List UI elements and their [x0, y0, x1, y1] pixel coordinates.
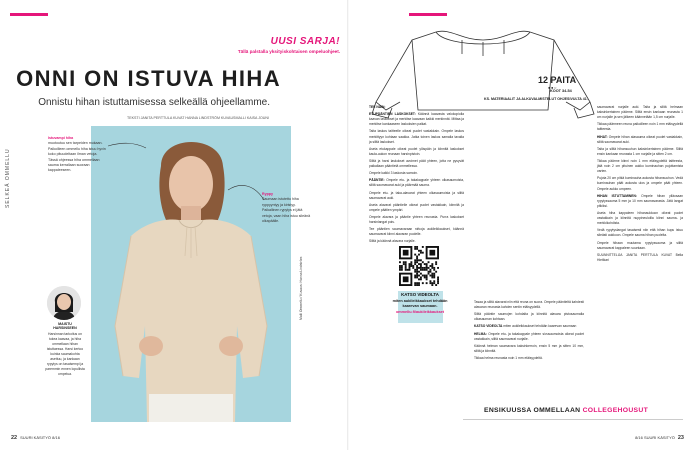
instruction-text: Ompele kaikki 3 laskosta samoin.: [369, 171, 418, 176]
instruction-text: Ompele etu- ja takakappale yhteen olkasaumoista, silitä saumavarat auki ja päärmää sauma.: [369, 178, 464, 188]
pattern-size-label: 12 PAITA: [538, 75, 577, 85]
qr-code[interactable]: [399, 246, 439, 286]
qr-module: [416, 276, 418, 278]
instruction-paragraph: [597, 147, 683, 157]
annotation-left: [48, 136, 108, 174]
qr-module: [416, 282, 418, 284]
instruction-paragraph: [597, 211, 683, 226]
qr-module: [422, 246, 424, 248]
instruction-paragraph: [369, 203, 464, 213]
qr-module: [424, 267, 426, 269]
folio-left-text: SUURI KÄSITYÖ 8/16: [20, 435, 60, 440]
qr-module: [420, 273, 422, 275]
qr-module: [405, 267, 407, 269]
qr-module: [414, 284, 416, 286]
qr-module: [433, 273, 435, 275]
instruction-text: Vedä rypytyslangat tasaisesti niin että hihan kupu istuu sileästi aukkoon. Ompele sauma hihan puolelta.: [597, 228, 683, 238]
headline: ONNI ON ISTUVA HIHA: [16, 66, 281, 91]
qr-module: [433, 267, 435, 269]
qr-module: [420, 263, 422, 265]
instruction-paragraph: [474, 324, 584, 329]
qr-module: [431, 276, 433, 278]
instruction-text: Pujota 20 cm pitkä kuminauha aukosta hihansuuhun. Vedä kuminauhan päät aukosta ulos ja ompele päät yhteen. Ompele aukko umpeen.: [597, 176, 683, 191]
instruction-paragraph: [369, 159, 464, 169]
qr-module: [405, 263, 407, 265]
qr-module: [405, 261, 407, 263]
qr-module: [428, 267, 430, 269]
qr-module: [437, 282, 439, 284]
qr-module: [428, 261, 430, 263]
qr-module: [429, 280, 431, 282]
qr-module: [424, 276, 426, 278]
qr-module: [426, 278, 428, 280]
instruction-text: Tee pääntien saumavaraan nirkoja aukileikkaukset, käännä saumavarat kiinni alavaran puolelle.: [369, 227, 464, 237]
qr-module: [433, 280, 435, 282]
instruction-heading: HIHAT:: [597, 134, 609, 139]
qr-module: [435, 271, 437, 273]
qr-module: [414, 248, 416, 250]
dek: Onnistu hihan istuttamisessa selkeällä ohjeellamme.: [38, 97, 270, 108]
instruction-paragraph: [597, 176, 683, 191]
qr-module: [418, 275, 420, 277]
qr-module: [431, 273, 433, 275]
folio-left: [11, 435, 60, 441]
qr-module: [429, 269, 431, 271]
instruction-text: Silitä ja käännä alavara nurjalle.: [369, 239, 416, 244]
qr-module: [416, 261, 418, 263]
qr-module: [424, 269, 426, 271]
annotation-left-text: muotoutuu sen tarpeiden mukaan. Paikoilleen ommellu hiha istuu hyvin koko pituudeltaan ilman vetoja. Tässä ohjeessa hiha ommellaan sauma kerrallaan suoraan kappaleeseen.: [48, 141, 106, 173]
instruction-text: Käännä kaavasta valokopiolla kaavan laskokset ja merkitse kaavaan kaikki merkinnät. Mittaa ja merkitse kankaaseen laskoksien paikat.: [369, 112, 464, 127]
qr-module: [418, 282, 420, 284]
instruction-text: Taita laskos taitteelle oikeat puolet vastakkain. Ompele laskos merkittyyn kohtaan saakka. Jatka toinen laskos samalla tavalla ja silitä laskokset.: [369, 129, 464, 144]
qr-module: [399, 261, 401, 263]
instruction-paragraph: [474, 344, 584, 354]
instruction-text: Taita ja silitä hihansuuhun kaksinkertainen päärme. Silitä ensin kankaan reunasta 1 cm nurjalle ja sitten 2 cm.: [597, 146, 683, 156]
next-issue-prefix: ENSIKUUSSA OMMELLAAN: [484, 407, 581, 414]
qr-module: [435, 263, 437, 265]
qr-module: [437, 280, 439, 282]
qr-module: [420, 269, 422, 271]
instruction-paragraph: [474, 312, 584, 322]
qr-module: [420, 276, 422, 278]
author-avatar: [47, 286, 81, 320]
folio-right-number: 23: [677, 435, 684, 441]
qr-module: [410, 265, 412, 267]
instruction-paragraph: [369, 178, 464, 188]
qr-module: [416, 273, 418, 275]
qr-module: [422, 267, 424, 269]
author-text: Harsinnan tarkoitus on tukea kaavaa, ja hiha ommellaan hihan istuttaessa. Harsi kertoo kuinka saumakohta asettuu, ja kankaan rypytys on tasaisempi ja paremmin ennen lopullista ompelua.: [45, 332, 85, 376]
instruction-paragraph: [597, 241, 683, 251]
qr-module: [426, 265, 428, 267]
qr-module: [433, 269, 435, 271]
annotation-left-arrow: [108, 140, 148, 154]
instruction-paragraph: [369, 147, 464, 157]
qr-module: [405, 265, 407, 267]
qr-module: [437, 267, 439, 269]
qr-module: [414, 259, 416, 261]
kicker-sub: Tällä palstalla yksityiskohtaisen ompeluohjeet.: [237, 49, 340, 54]
instruction-text: Tikkaa päärme kiinni noin 1 mm etäisyydeltä taitteesta, jätä noin 2 cm pituinen aukko kuminauhan pujottamista varten.: [597, 158, 683, 174]
instructions-column-3: [597, 105, 683, 265]
qr-module: [403, 261, 405, 263]
qr-module: [401, 269, 403, 271]
qr-module: [422, 252, 424, 254]
qr-module: [429, 265, 431, 267]
instruction-paragraph: [369, 215, 464, 225]
folio-right: [635, 435, 684, 441]
instruction-paragraph: [369, 227, 464, 237]
accent-rule-left: [10, 13, 48, 16]
qr-module: [426, 275, 428, 277]
section-label: SELKEÄ OMMELLU: [5, 148, 11, 208]
qr-module: [429, 282, 431, 284]
qr-module: [416, 259, 418, 261]
instruction-paragraph: [369, 171, 464, 176]
qr-module: [403, 250, 409, 256]
next-issue-teaser: [484, 407, 648, 414]
model-photo: [91, 126, 291, 422]
instruction-heading: TEE NÄIN:: [369, 105, 386, 109]
avatar-portrait: [47, 286, 81, 320]
instruction-text: Aseta alavarat pääntielle oikeat puolet vastakkain, kiinnitä ja ompele päätien ympäri.: [369, 202, 464, 212]
qr-module: [429, 250, 435, 256]
qr-module: [426, 276, 428, 278]
instruction-heading: ETUPÄÄNTIEN LASKOKSET:: [369, 112, 418, 117]
difficulty-dots: ●●○: [548, 85, 558, 90]
instruction-paragraph: [369, 129, 464, 144]
author-name: MAISTU HARSINSEEN: [53, 322, 77, 330]
qr-module: [414, 282, 416, 284]
model-illustration: [91, 126, 291, 422]
qr-module: [414, 271, 416, 273]
materials-note: KS. MATERIAALIT JA ALKUVALMISTELUT OHJESIVULTA 41.: [484, 97, 588, 101]
instruction-paragraph: [597, 135, 683, 145]
qr-module: [424, 263, 426, 265]
qr-module: [431, 263, 433, 265]
qr-module: [422, 269, 424, 271]
qr-module: [418, 259, 420, 261]
instruction-text: Ompele hihan alasauma oikeat puolet vastakkain, silitä saumavarat auki.: [597, 134, 683, 144]
qr-module: [414, 261, 416, 263]
qr-module: [420, 278, 422, 280]
qr-module: [418, 271, 420, 273]
instruction-text: Ompele hihan ylläosaan rypytyssauma 5 mm ja 10 mm saumavarasta. Jätä langat pitkiksi.: [597, 193, 684, 208]
qr-module: [416, 284, 418, 286]
qr-module: [416, 248, 418, 250]
qr-module: [414, 254, 416, 256]
instruction-text: Tikkaa päärmeen reuna paikoilleen noin 1 mm etäisyydellä taitteesta.: [597, 122, 683, 132]
instruction-text: SUUNNITTELIJA JANITA PERTTULA KUVAT Bella Hietikari: [597, 252, 683, 262]
qr-module: [420, 259, 422, 261]
qr-module: [410, 263, 412, 265]
instruction-text: Silitä pääntie saumojen kohdalta ja kiinnitä alavara pistosaumalla olkasauman kohtaan.: [474, 312, 584, 322]
qr-module: [416, 267, 418, 269]
qr-module: [422, 261, 424, 263]
qr-module: [418, 284, 420, 286]
instruction-heading: KATSO VIDEOLTA: [474, 324, 504, 329]
instruction-paragraph: [474, 332, 584, 342]
video-callout-text: miten aukileikkaukset tehdään kaarevan saumaan.: [392, 298, 448, 309]
qr-module: [409, 263, 411, 265]
qr-module: [437, 278, 439, 280]
instruction-text: Ompele etu- ja takakappale yhteen sivusaumoista oikeat puolet vastakkain, silitä saumavarat nurjalle.: [474, 331, 584, 341]
qr-module: [426, 269, 428, 271]
qr-module: [420, 265, 422, 267]
video-callout-link[interactable]: ommellu.fi/aukileikkaukset: [395, 309, 445, 314]
page-gutter: [347, 0, 349, 450]
qr-module: [414, 263, 416, 265]
instruction-heading: PÄÄNTIE:: [369, 178, 387, 183]
instruction-paragraph: [474, 356, 584, 361]
annotation-right-text: Saumaan istutettu hiha ryppyyntyy ja kiristyy. Paikallinen rypytys ei jätä vetoja, vaan hiha istuu sileänä olkapäälle.: [262, 197, 311, 223]
qr-module: [426, 282, 428, 284]
qr-module: [431, 275, 433, 277]
qr-module: [403, 263, 405, 265]
instructions-column-1: [369, 105, 464, 247]
instruction-paragraph: [369, 105, 464, 110]
qr-module: [424, 275, 426, 277]
qr-module: [437, 276, 439, 278]
qr-module: [422, 275, 424, 277]
qr-module: [420, 252, 422, 254]
instruction-paragraph: [597, 253, 683, 263]
qr-module: [416, 257, 418, 259]
qr-module: [428, 273, 430, 275]
qr-module: [414, 276, 416, 278]
qr-module: [429, 271, 431, 273]
qr-module: [412, 267, 414, 269]
instruction-paragraph: [597, 194, 683, 209]
instruction-text: Ompele alavara ja pääntie yhteen reunasta. Purra laskokset harsinlangat pois.: [369, 214, 464, 225]
qr-module: [431, 267, 433, 269]
qr-module: [414, 246, 416, 248]
qr-module: [405, 269, 407, 271]
qr-module: [399, 269, 401, 271]
qr-module: [412, 265, 414, 267]
qr-module: [407, 269, 409, 271]
instruction-paragraph: [597, 105, 683, 120]
instruction-paragraph: [369, 239, 464, 244]
qr-module: [426, 267, 428, 269]
qr-module: [428, 271, 430, 273]
instruction-paragraph: [597, 159, 683, 174]
qr-module: [433, 275, 435, 277]
instruction-paragraph: [369, 191, 464, 201]
qr-module: [418, 278, 420, 280]
instruction-text: Ompele hihaan muutama rypytyssauma ja silitä saumavarat kappaleen suuntaan.: [597, 240, 683, 250]
pattern-sizes: KOOT 34-54: [550, 89, 572, 93]
qr-module: [410, 261, 412, 263]
accent-rule-right: [409, 13, 447, 16]
instruction-heading: HIHAN ISTUTTAMINEN:: [597, 193, 642, 198]
qr-module: [409, 267, 411, 269]
instruction-text: saumavarat nurjalle auki. Taita ja silitä helmaan kaksinkertainen päärme. Silitä ensin kankaan reunasta 1 cm nurjalle ja sen jälkeen käännetään 1,5 cm nurjalle.: [597, 105, 683, 120]
qr-module: [409, 269, 411, 271]
instructions-column-2: [474, 300, 584, 363]
qr-module: [426, 263, 428, 265]
next-issue-highlight: COLLEGEHOUSUT: [582, 407, 649, 414]
qr-module: [414, 275, 416, 277]
qr-module: [418, 263, 420, 265]
qr-module: [416, 256, 418, 258]
annotation-right-title: Ryppy: [262, 192, 273, 196]
instruction-text: Tikkaa helma reunasta noin 1 mm etäisyydeltä.: [474, 355, 543, 360]
photo-credit: Malli Ommellu / Kuvaus: Hanna Lindström: [299, 256, 303, 320]
instruction-text: Aseta hiha kappaleen hihanaukkoon oikeat puolet vastakkain ja kiinnitä nuppineuloilla kiinni sauma- ja merkkikohdista.: [597, 210, 683, 226]
qr-module: [418, 254, 420, 256]
annotation-right-arrow: [226, 180, 266, 204]
qr-module: [433, 276, 435, 278]
next-issue-rule: [463, 419, 683, 420]
qr-module: [431, 265, 433, 267]
qr-module: [403, 276, 409, 282]
annotation-right: [262, 192, 312, 224]
qr-module: [433, 282, 435, 284]
instruction-text: Aseta etukappale oikeat puolet ylöspäin ja kiinnitä laskokset kaula-aukon reunaan harsinpistoin.: [369, 146, 464, 156]
instruction-paragraph: [597, 122, 683, 132]
instruction-text: Käännä helman saumavara kaksinkerroin, ensin 5 mm ja sitten 10 mm, silitä ja kiinnitä.: [474, 343, 584, 353]
instruction-text: Ompele etu- ja taka-alavarat yhteen olkasaumoista ja silitä saumavarat auki.: [369, 190, 464, 200]
qr-module: [422, 282, 424, 284]
qr-module: [416, 275, 418, 277]
instruction-paragraph: [597, 228, 683, 238]
annotation-left-title: Istuvampi hiha: [48, 136, 74, 140]
qr-module: [416, 265, 418, 267]
folio-right-text: 8/16 SUURI KÄSITYÖ: [635, 435, 675, 440]
qr-module: [420, 250, 422, 252]
qr-module: [401, 267, 403, 269]
qr-module: [418, 267, 420, 269]
qr-module: [431, 284, 433, 286]
instruction-heading: HELMA:: [474, 331, 489, 336]
instruction-text: Silitä ja harsi laskokset avoimet päät yhteen, jotta ne pysyvät paikallaan pääntietä ommellessa.: [369, 158, 464, 169]
instruction-text: miten aukileikkaukset tehdään kaarevan saumaan: [503, 324, 577, 329]
instruction-paragraph: [369, 112, 464, 127]
qr-module: [416, 246, 418, 248]
qr-module: [435, 261, 437, 263]
qr-module: [431, 282, 433, 284]
qr-module: [416, 269, 418, 271]
qr-module: [418, 250, 420, 252]
byline: TEKSTI JANITA PERTTULA KUVAT HANNA LINDSTRÖM KUVAUSMALLI KAISA JOUNI: [127, 116, 269, 120]
instruction-text: Tasaa ja silitä alavarat niin että reuna on suora. Ompele pääntieltä kahdesti alavaran reunasta kahden sentin etäisyydellä.: [474, 300, 584, 310]
qr-module: [416, 271, 418, 273]
kicker: UUSI SARJA!: [270, 36, 340, 47]
qr-module: [401, 265, 403, 267]
video-callout: [392, 292, 448, 316]
folio-left-number: 22: [11, 435, 18, 441]
qr-module: [429, 275, 431, 277]
qr-module: [435, 284, 437, 286]
video-callout-title: KATSO VIDEOLTA: [401, 292, 439, 297]
qr-module: [414, 269, 416, 271]
qr-module: [399, 265, 401, 267]
qr-module: [399, 267, 401, 269]
instruction-paragraph: [474, 300, 584, 310]
qr-module: [409, 265, 411, 267]
qr-module: [420, 267, 422, 269]
